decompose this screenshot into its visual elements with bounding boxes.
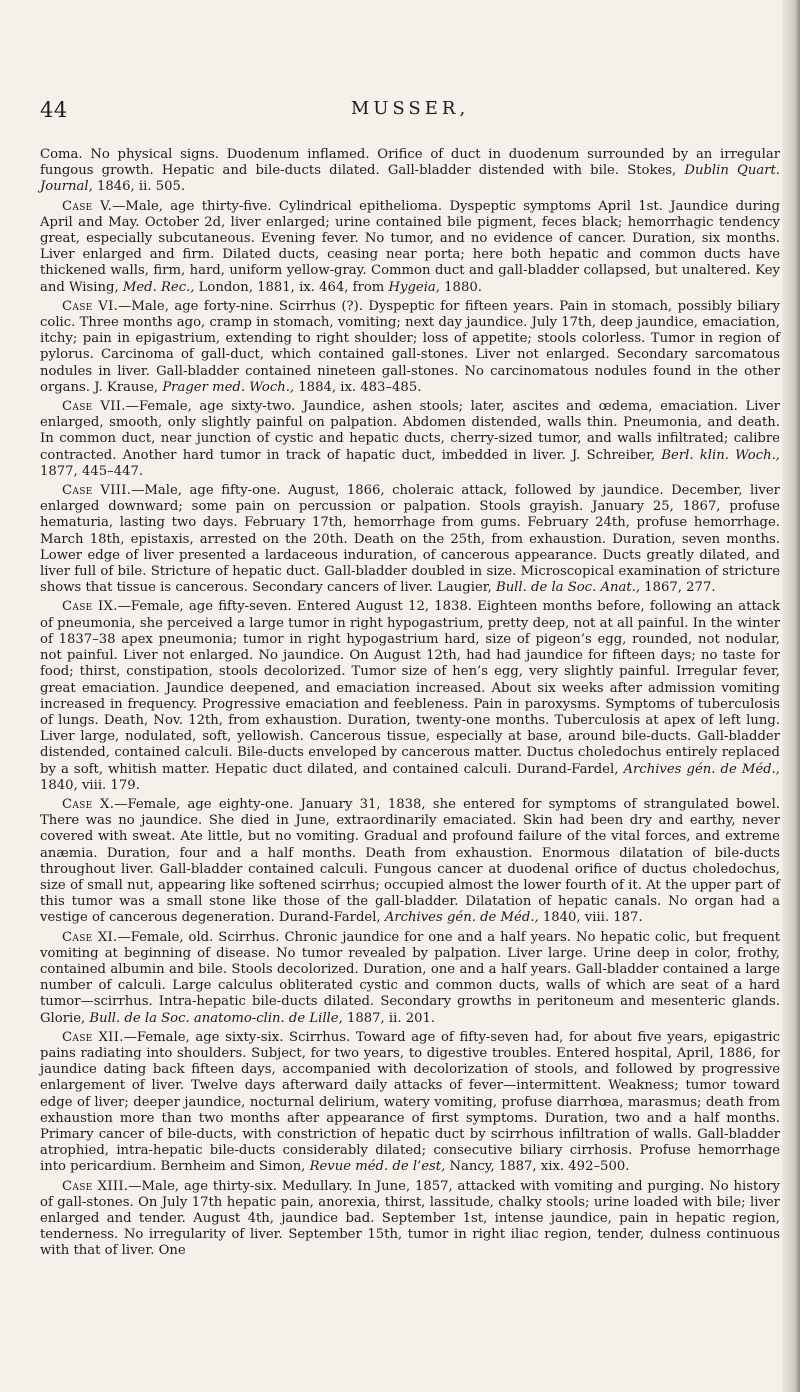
case-label: Case IX. xyxy=(62,599,118,615)
page-edge-shadow xyxy=(782,0,800,1392)
paragraph-text: London, 1881, ix. 464, from xyxy=(194,279,389,295)
paragraph-text: —Female, age fifty-seven. Entered August 12, 1838. Eighteen months before, following an attack of pneumonia, she perceived a large tumor in right hypogastrium, pretty deep, not at all painful. In the winter of 1837–38 apex pneumonia; tumor in right hypogastrium hard, size of pigeon’s egg, rounded, not nodular, not painful. Liver not enlarged. No jaundice. On August 12th, had had jaundice for fifteen days; no taste for food; thirst, constipation, stools decolorized. Tumor size of hen’s egg, very slightly painful. Irregular fever, great emaciation. Jaundice deepened, and emaciation increased. About six weeks after admission vomiting increased in frequency. Progressive emaciation and feebleness. Pain in paroxysms. Symptoms of tuberculosis of lungs. Death, Nov. 12th, from exhaustion. Duration, twenty-one months. Tuberculosis at apex of left lung. Liver large, nodulated, soft, yellowish. Cancerous tissue, especially at base, around bile-ducts. Gall-bladder distended, contained calculi. Bile-ducts enveloped by cancerous matter. Ductus choledochus entirely replaced by a soft, whitish matter. Hepatic duct dilated, and contained calculi. Durand-Fardel, xyxy=(40,599,780,777)
paragraph-text: —Female, old. Scirrhus. Chronic jaundice for one and a half years. No hepatic colic, but frequent vomiting at beginning of disease. No tumor revealed by palpation. Liver large. Urine deep in color, frothy, contained albumin and bile. Stools decolorized. Duration, one and a half years. Gall-bladder contained a large number of calculi. Large calculus obliterated cystic and common ducts, walls of which are seat of a hard tumor—scirrhus. Intra-hepatic bile-ducts dilated. Secondary growths in peritoneum and mesenteric glands. Glorie, xyxy=(40,929,780,1026)
case-paragraph-xii xyxy=(40,1030,780,1176)
case-paragraph-vi xyxy=(40,299,780,396)
citation-title: Bull. de la Soc. anatomo-clin. de Lille, xyxy=(89,1010,343,1026)
case-label: Case XII. xyxy=(62,1029,124,1045)
case-paragraph-viii xyxy=(40,483,780,596)
paragraph-text: 1877, 445–447. xyxy=(40,463,144,479)
citation-title: Archives gén. de Méd., xyxy=(384,910,539,926)
paragraph-text: 1840, viii. 187. xyxy=(538,910,643,926)
page-number: 44 xyxy=(40,98,68,122)
paragraph-text: 1880. xyxy=(439,279,482,295)
case-paragraph-xiii xyxy=(40,1179,780,1260)
paragraph-text: —Male, age thirty-six. Medullary. In June, 1857, attacked with vomiting and purging. No history of gall-stones. On July 17th hepatic pain, anorexia, thirst, lassitude, chalky stools; urine loaded with bile; liver enlarged and tender. August 4th, jaundice bad. September 1st, intense jaundice, pain in hepatic region, tenderness. No irregularity of liver. September 15th, tumor in right iliac region, tender, dulness continuous with that of liver. One xyxy=(40,1178,781,1259)
case-label: Case VIII. xyxy=(62,483,132,499)
paragraph-text: —Female, age sixty-two. Jaundice, ashen stools; later, ascites and œdema, emaciation. Liver enlarged, smooth, only slightly painful on palpation. Abdomen distended, walls thin. Pneumonia, and death. In common duct, near junction of cystic and hepatic ducts, cherry-sized tumor, and walls infiltrated; calibre contracted. Another hard tumor in track of hapatic duct, imbedded in liver. J. Schreiber, xyxy=(40,399,780,463)
case-label: Case X. xyxy=(62,796,115,812)
paragraph-text: 1867, 277. xyxy=(640,580,716,596)
paragraph-text: 1840, viii. 179. xyxy=(40,777,140,793)
citation-title: Berl. klin. Woch., xyxy=(661,447,780,463)
case-paragraph-vii xyxy=(40,399,780,480)
paragraph-text: Nancy, 1887, xix. 492–500. xyxy=(445,1159,630,1175)
case-label: Case XI. xyxy=(62,929,118,945)
paragraph-text: 1846, ii. 505. xyxy=(92,179,186,195)
paragraph-text: Coma. No physical signs. Duodenum inflamed. Orifice of duct in duodenum surrounded by an irregular fungous growth. Hepatic and bile-ducts dilated. Gall-bladder distended with bile. Stokes, xyxy=(40,147,780,179)
case-label: Case V. xyxy=(62,198,113,214)
case-label: Case VII. xyxy=(62,399,126,415)
running-head xyxy=(40,98,780,124)
paragraph-continuation xyxy=(40,147,780,196)
case-paragraph-x xyxy=(40,797,780,927)
body-text xyxy=(40,147,780,1263)
citation-title: Revue méd. de l’est, xyxy=(309,1159,446,1175)
paragraph-text: —Male, age forty-nine. Scirrhus (?). Dyspeptic for fifteen years. Pain in stomach, possibly biliary colic. Three months ago, cramp in stomach, vomiting; next day jaundice. July 17th, deep jaundice, emaciation, itchy; pain in epigastrium, extending to right shoulder; loss of appetite; stools colorless. Tumor in region of pylorus. Carcinoma of gall-duct, which contained gall-stones. Liver not enlarged. Secondary sarcomatous nodules in liver. Gall-bladder contained nineteen gall-stones. No carcinomatous nodules found in the other organs. J. Krause, xyxy=(40,298,781,395)
case-label: Case VI. xyxy=(62,298,119,314)
citation-title: Prager med. Woch., xyxy=(162,379,295,395)
citation-title: Archives gén. de Méd., xyxy=(623,761,780,777)
citation-title: Med. Rec., xyxy=(122,279,195,295)
case-label: Case XIII. xyxy=(62,1178,129,1194)
paragraph-text: 1884, ix. 483–485. xyxy=(294,379,422,395)
citation-title: Bull. de la Soc. Anat., xyxy=(496,580,641,596)
case-paragraph-v xyxy=(40,199,780,296)
paragraph-text: —Male, age fifty-one. August, 1866, choleraic attack, followed by jaundice. December, liver enlarged downward; some pain on percussion or palpation. Stools grayish. January 25, 1867, profuse hematuria, lasting two days. February 17th, hemorrhage from gums. February 24th, profuse hemorrhage. March 18th, epistaxis, arrested on the 20th. Death on the 25th, from exhaustion. Duration, seven months. Lower edge of liver presented a lardaceous induration, of cancerous appearance. Ducts greatly dilated, and liver full of bile. Stricture of hepatic duct. Gall-bladder doubled in size. Microscopical examination of stricture shows that tissue is cancerous. Secondary cancers of liver. Laugier, xyxy=(40,483,780,596)
running-head-author: MUSSER, xyxy=(350,98,470,119)
paragraph-text: 1887, ii. 201. xyxy=(342,1010,436,1026)
case-paragraph-xi xyxy=(40,930,780,1027)
citation-title: Dublin Quart. Journal, xyxy=(40,163,780,195)
case-paragraph-ix xyxy=(40,599,780,793)
paragraph-text: —Female, age eighty-one. January 31, 1838, she entered for symptoms of strangulated bowel. There was no jaundice. She died in June, extraordinarily emaciated. Skin had been dry and earthy, never covered with sweat. Ate little, but no vomiting. Gradual and profound failure of the vital forces, and extreme anæmia. Duration, four and a half months. Death from exhaustion. Enormous dilatation of bile-ducts throughout liver. Gall-bladder contained calculi. Fungous cancer at duodenal orifice of ductus choledochus, size of small nut, appearing like softened scirrhus; occupied almost the lower fourth of it. At the upper part of this tumor was a small stone like those of the gall-bladder. Dilatation of hepatic canals. No organ had a vestige of cancerous degeneration. Durand-Fardel, xyxy=(40,796,781,926)
paragraph-text: —Female, age sixty-six. Scirrhus. Toward age of fifty-seven had, for about five years, epigastric pains radiating into shoulders. Subject, for two years, to digestive troubles. Entered hospital, April, 1886, for jaundice dating back fifteen days, accompanied with decolorization of stools, and followed by progressive enlargement of liver. Twelve days afterward daily attacks of fever—intermittent. Weakness; tumor toward edge of liver; deeper jaundice, nocturnal delirium, watery vomiting, profuse diarrhœa, marasmus; death from exhaustion more than two months after appearance of first symptoms. Duration, two and a half months. Primary cancer of bile-ducts, with constriction of hepatic duct by scirrhous infiltration of walls. Gall-bladder atrophied, intra-hepatic bile-ducts considerably dilated; consecutive biliary cirrhosis. Profuse hemorrhage into pericardium. Bernheim and Simon, xyxy=(40,1029,780,1175)
paragraph-text: —Male, age thirty-five. Cylindrical epithelioma. Dyspeptic symptoms April 1st. Jaundice during April and May. October 2d, liver enlarged; urine contained bile pigment, feces black; hemorrhagic tendency great, especially subcutaneous. Evening fever. No tumor, and no evidence of cancer. Duration, six months. Liver enlarged and firm. Dilated ducts, ceasing near porta; here both hepatic and common ducts have thickened walls, firm, hard, uniform yellow-gray. Common duct and gall-bladder collapsed, but unaltered. Key and Wising, xyxy=(40,198,780,295)
citation-title: Hygeia, xyxy=(388,279,440,295)
